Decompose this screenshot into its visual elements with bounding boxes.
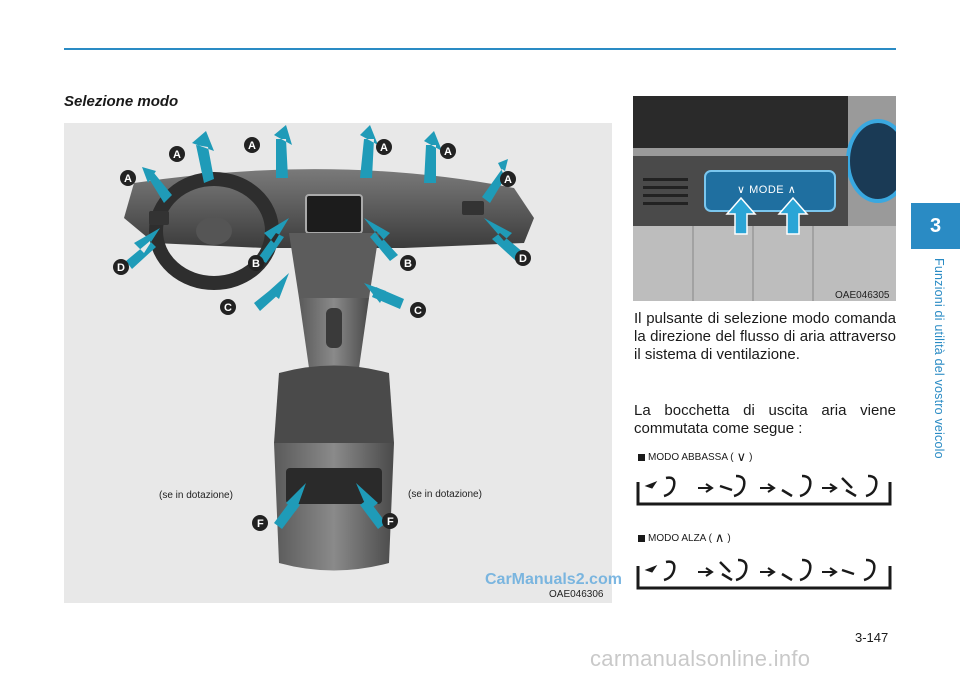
top-rule <box>64 48 896 50</box>
steering-hub <box>196 217 232 245</box>
figure-code-left: OAE046306 <box>549 589 604 600</box>
svg-text:A: A <box>504 174 512 186</box>
center-screen <box>306 195 362 233</box>
control-knob <box>848 121 896 201</box>
chevron-up-icon: ∧ <box>787 184 797 196</box>
mode-button-label: ∨ MODE ∧ <box>737 184 797 196</box>
watermark-bottom: carmanualsonline.info <box>590 646 811 671</box>
svg-text:C: C <box>414 305 422 317</box>
svg-text:B: B <box>404 258 412 270</box>
chapter-title-vertical: Funzioni di utilità del vostro veicolo <box>932 258 946 459</box>
svg-text:F: F <box>257 518 264 530</box>
dashboard-illustration <box>64 123 612 603</box>
section-title: Selezione modo <box>64 93 179 110</box>
chevron-down-icon: ∨ <box>737 184 746 196</box>
chevron-up-icon: ∧ <box>714 530 725 545</box>
watermark-top: CarManuals2.com <box>485 571 622 588</box>
chevron-down-icon: ∨ <box>736 449 747 464</box>
svg-text:A: A <box>380 142 388 154</box>
armrest <box>274 366 394 444</box>
mode-button-photo <box>633 96 896 301</box>
svg-text:A: A <box>444 146 452 158</box>
svg-text:D: D <box>519 253 527 265</box>
svg-text:F: F <box>387 516 394 528</box>
figure-code-right: OAE046305 <box>835 290 890 301</box>
mode-down-label: MODO ABBASSA ( ∨ ) <box>638 449 752 465</box>
mode-panel-illustration <box>633 96 896 301</box>
airflow-mode-icons <box>646 560 874 580</box>
svg-text:A: A <box>248 140 256 152</box>
optional-note-right: (se in dotazione) <box>408 489 482 500</box>
sequence-bracket <box>638 566 890 588</box>
svg-text:D: D <box>117 262 125 274</box>
bullet-square-icon <box>638 454 645 461</box>
gear-shifter <box>326 308 342 348</box>
mode-down-sequence <box>636 468 896 508</box>
svg-text:A: A <box>124 173 132 185</box>
dashboard-vent-figure <box>64 123 612 603</box>
page-number: 3-147 <box>855 630 889 645</box>
left-vent <box>149 211 169 225</box>
chapter-tab: 3 <box>911 203 960 249</box>
svg-text:B: B <box>252 258 260 270</box>
svg-text:A: A <box>173 149 181 161</box>
svg-text:C: C <box>224 302 232 314</box>
paragraph-mode-description: Il pulsante di selezione modo comanda la direzione del flusso di aria attraverso il sistema di ventilazione. <box>634 310 896 363</box>
airflow-mode-icons <box>646 476 876 496</box>
display-panel <box>633 96 848 148</box>
optional-note-left: (se in dotazione) <box>159 490 233 501</box>
bullet-square-icon <box>638 535 645 542</box>
mode-up-sequence <box>636 552 896 592</box>
mode-up-label: MODO ALZA ( ∧ ) <box>638 530 731 546</box>
paragraph-outlet-switching: La bocchetta di uscita aria viene commutata come segue : <box>634 402 896 437</box>
right-vent <box>462 201 484 215</box>
center-stack <box>289 233 379 298</box>
